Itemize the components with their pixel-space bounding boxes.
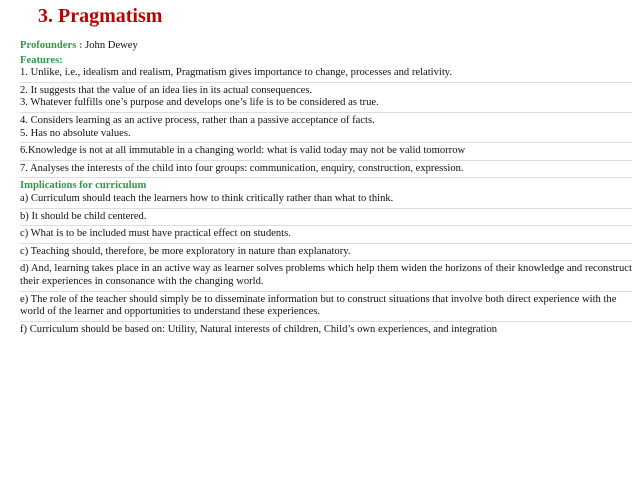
profounders-label: Profounders :: [20, 40, 83, 51]
implication-item: a) Curriculum should teach the learners how to think critically rather than what to think.: [20, 193, 632, 209]
feature-item: 2. It suggests that the value of an idea lies in its actual consequences.: [20, 84, 313, 96]
feature-item: 7. Analyses the interests of the child into four groups: communication, enquiry, construction, expression.: [20, 163, 632, 179]
feature-item: 5. Has no absolute values.: [20, 128, 632, 144]
implication-item: d) And, learning takes place in an active way as learner solves problems which help them widen the horizons of their knowledge and reconstruct their experiences in consonance with the changing world.: [20, 263, 632, 291]
implications-heading: Implications for curriculum: [20, 180, 147, 192]
profounders-line: [20, 40, 632, 53]
feature-item: 4. Considers learning as an active process, rather than a passive acceptance of facts.: [20, 114, 375, 126]
feature-item: 6.Knowledge is not at all immutable in a changing world: what is valid today may not be valid tomorrow: [20, 145, 632, 161]
slide-body: [20, 40, 632, 336]
feature-item: 3. Whatever fulfills one’s purpose and develops one’s life is to be considered as true.: [20, 97, 632, 113]
page-title: 3. Pragmatism: [38, 5, 163, 27]
implication-item: b) It should be child centered.: [20, 211, 632, 227]
profounders-value: John Dewey: [85, 40, 138, 51]
implication-item: e) The role of the teacher should simply be to disseminate information but to construct situations that involve both direct experience with the world of the learner and opportunities to understand these experiences.: [20, 294, 632, 322]
feature-item: 1. Unlike, i.e., idealism and realism, Pragmatism gives importance to change, processes and relativity.: [20, 67, 632, 83]
features-heading: Features:: [20, 54, 63, 66]
implication-item: c) Teaching should, therefore, be more exploratory in nature than explanatory.: [20, 246, 632, 262]
implication-item: f) Curriculum should be based on: Utility, Natural interests of children, Child’s own experiences, and integration: [20, 323, 498, 335]
implication-item: c) What is to be included must have practical effect on students.: [20, 228, 632, 244]
